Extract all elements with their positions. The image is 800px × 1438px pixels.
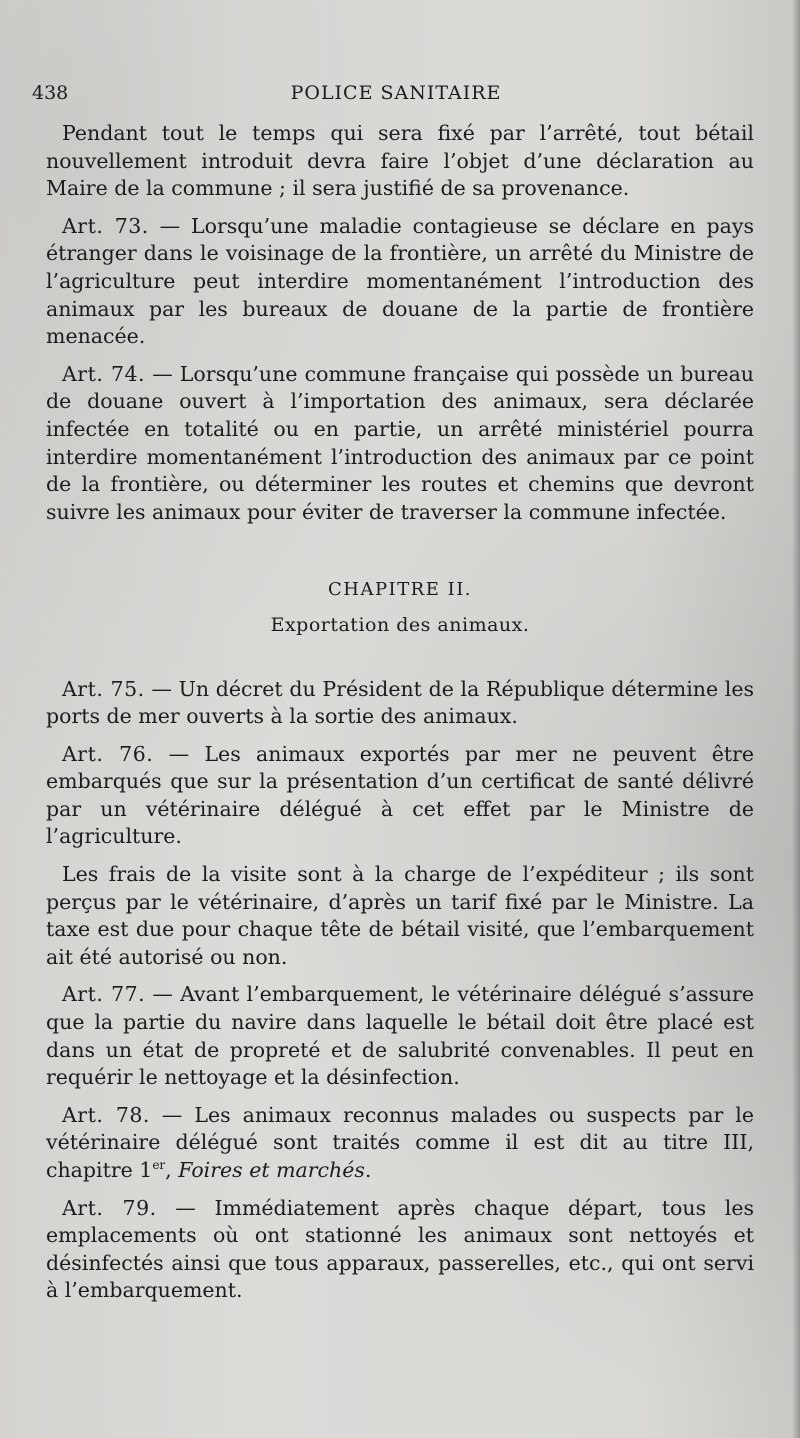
- article-79: [46, 1195, 754, 1305]
- article-78: [46, 1102, 754, 1185]
- article-76-label: Art. 76.: [62, 741, 154, 766]
- article-75: [46, 676, 754, 731]
- article-78-end: .: [364, 1158, 372, 1182]
- article-79-text: — Immédiatement après chaque départ, tous les emplacements où ont stationné les animaux sont nettoyés et désinfectés ainsi que tous apparaux, passerelles, etc., qui ont servi à l’embarquement.: [46, 1195, 754, 1303]
- article-75-text: — Un décret du Président de la République détermine les ports de mer ouverts à la sortie des animaux.: [46, 676, 754, 729]
- article-73-text: — Lorsqu’une maladie contagieuse se déclare en pays étranger dans le voisinage de la frontière, un arrêté du Ministre de l’agriculture peut interdire momentanément l’introduction des animaux par les bureaux de douane de la partie de frontière menacée.: [46, 213, 754, 349]
- article-78-label: Art. 78.: [62, 1102, 150, 1127]
- running-head: POLICE SANITAIRE: [290, 82, 502, 104]
- chapter-subtitle: Exportation des animaux.: [270, 613, 530, 636]
- article-78-italic-title: Foires et marchés: [178, 1158, 365, 1182]
- article-78-separator: ,: [165, 1158, 179, 1182]
- article-76: [46, 741, 754, 851]
- article-79-label: Art. 79.: [62, 1195, 157, 1220]
- article-77: [46, 981, 754, 1091]
- chapter-title: CHAPITRE II.: [327, 579, 473, 601]
- page-edge-shadow: [792, 0, 800, 1438]
- paragraph-continuation: Pendant tout le temps qui sera fixé par l’arrêté, tout bétail nouvellement introduit devra faire l’objet d’une déclaration au Maire de la commune ; il sera justifié de sa provenance.: [46, 121, 754, 201]
- page-body: [46, 120, 754, 1305]
- article-75-label: Art. 75.: [62, 676, 145, 701]
- article-73: [46, 213, 754, 351]
- article-74: [46, 361, 754, 527]
- article-77-text: — Avant l’embarquement, le vétérinaire délégué s’assure que la partie du navire dans laquelle le bétail doit être placé est dans un état de propreté et de salubrité convenables. Il peut en requérir le nettoyage et la désinfection.: [46, 982, 754, 1090]
- article-73-label: Art. 73.: [62, 213, 149, 238]
- article-78-superscript: er: [152, 1158, 166, 1173]
- page-header: [32, 82, 760, 112]
- article-74-label: Art. 74.: [62, 361, 146, 386]
- article-76-text: — Les animaux exportés par mer ne peuvent être embarqués que sur la présentation d’un certificat de santé délivré par un vétérinaire délégué à cet effet par le Ministre de l’agriculture.: [46, 741, 754, 849]
- article-77-label: Art. 77.: [62, 982, 146, 1007]
- article-76-paragraph-2: Les frais de la visite sont à la charge de l’expéditeur ; ils sont perçus par le vétérinaire, d’après un tarif fixé par le Ministre. La taxe est due pour chaque tête de bétail visité, que l’embarquement ait été autorisé ou non.: [46, 862, 754, 969]
- page-number: 438: [32, 82, 69, 104]
- article-78-text: — Les animaux reconnus malades ou suspects par le vétérinaire délégué sont traités comme il est dit au titre III, chapitre 1: [46, 1102, 754, 1182]
- article-74-text: — Lorsqu’une commune française qui possède un bureau de douane ouvert à l’importation des animaux, sera déclarée infectée en totalité ou en partie, un arrêté ministériel pourra interdire momentanément l’introduction des animaux par ce point de la frontière, ou déterminer les routes et chemins que devront suivre les animaux pour éviter de traverser la commune infectée.: [46, 361, 754, 524]
